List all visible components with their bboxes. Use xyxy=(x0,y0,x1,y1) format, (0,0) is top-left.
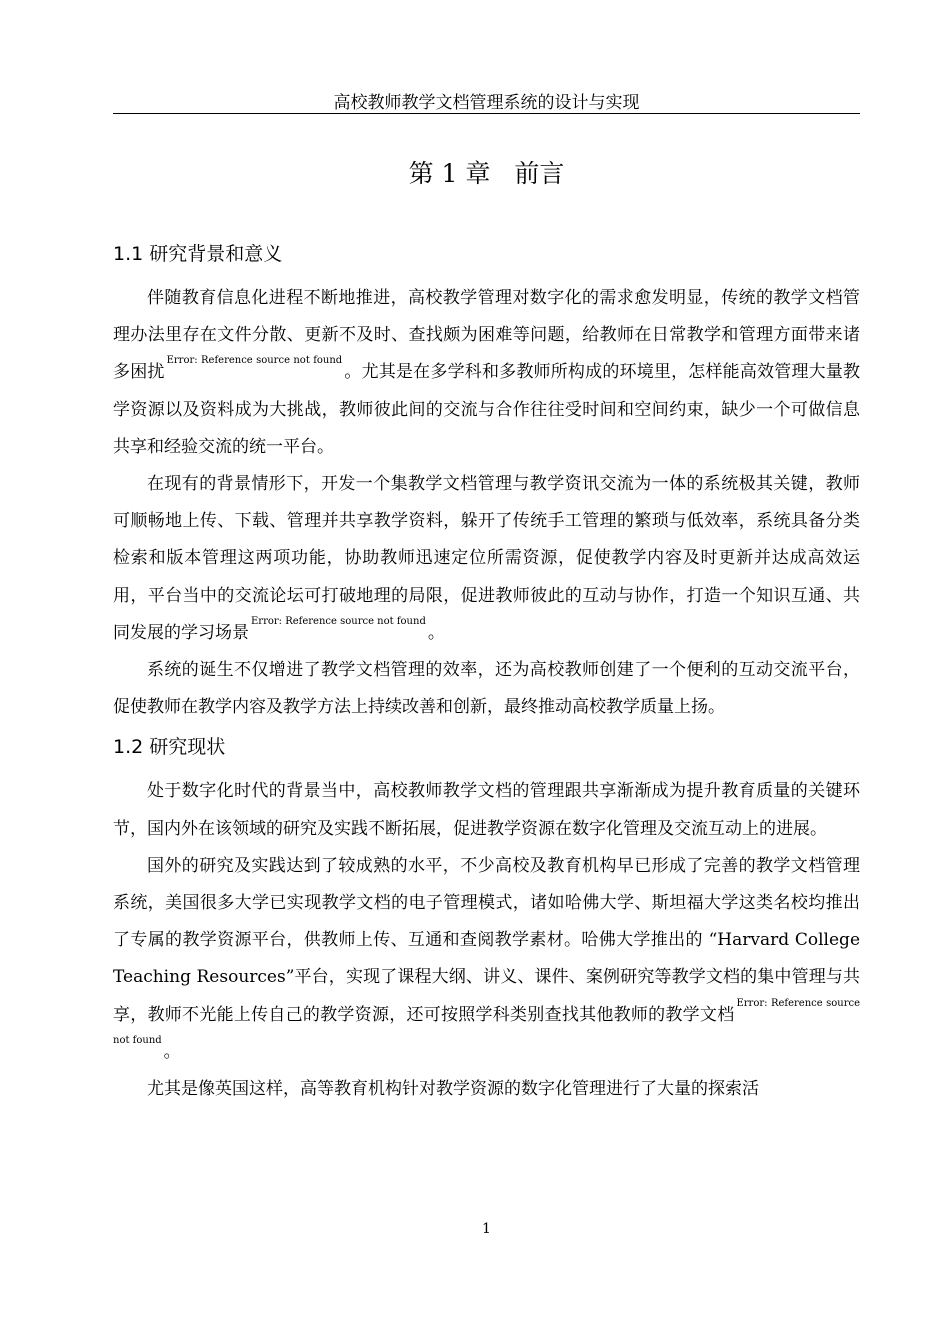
paragraph xyxy=(113,848,860,1071)
page-number: 1 xyxy=(482,1221,491,1237)
paragraph-text-continued: 。 xyxy=(163,1041,181,1062)
paragraph xyxy=(113,652,860,726)
running-header: 高校教师教学文档管理系统的设计与实现 xyxy=(333,93,640,113)
body-content xyxy=(113,236,860,1108)
paragraph-text-continued: 。 xyxy=(427,622,445,643)
paragraph xyxy=(113,1071,860,1108)
chapter-title xyxy=(113,156,860,192)
paragraph-text-continued: 。尤其是在多学科和多教师所构成的环境里，怎样能高效管理大量教学资源以及资料成为大挑战，教师彼此间的交流与合作往往受时间和空间约束，缺少一个可做信息共享和经验交流的统一平台。 xyxy=(113,362,861,457)
paragraph-text: 在现有的背景情形下，开发一个集教学文档管理与教学资讯交流为一体的系统极其关键，教师可顺畅地上传、下载、管理并共享教学资料，躲开了传统手工管理的繁琐与低效率，系统具备分类检索和版本管理这两项功能，协助教师迅速定位所需资源，促使教学内容及时更新并达成高效运用，平台当中的交流论坛可打破地理的局限，促进教师彼此的互动与协作，打造一个知识互通、共同发展的学习场景 xyxy=(113,474,860,643)
paragraph-text: 尤其是像英国这样，高等教育机构针对教学资源的数字化管理进行了大量的探索活 xyxy=(147,1079,759,1100)
paragraph-text: 国外的研究及实践达到了较成熟的水平，不少高校及教育机构早已形成了完善的教学文档管理系统，美国很多大学已实现教学文档的电子管理模式，诸如哈佛大学、斯坦福大学这类名校均推出了专属的教学资源平台，供教师上传、互通和查阅教学素材。哈佛大学推出的 “Harvard College Teaching Resources”平台，实现了课程大纲、讲义、课件、案例研究等教学文档的集中管理与共享，教师不光能上传自己的教学资源，还可按照学科类别查找其他教师的教学文档 xyxy=(113,855,860,1025)
chapter-number: 第 1 章 xyxy=(408,159,491,188)
reference-marker: Error: Reference source not found xyxy=(166,355,343,367)
reference-marker: Error: Reference source not found xyxy=(251,615,426,627)
reference-marker: Error: Reference source not found xyxy=(113,997,860,1046)
header-rule xyxy=(113,113,860,114)
paragraph-text: 伴随教育信息化进程不断地推进，高校教学管理对数字化的需求愈发明显，传统的教学文档管理办法里存在文件分散、更新不及时、查找颇为困难等问题，给教师在日常教学和管理方面带来诸多困扰 xyxy=(113,288,860,383)
section-heading-1-2: 1.2 研究现状 xyxy=(113,736,226,759)
paragraph xyxy=(113,466,860,652)
paragraph xyxy=(113,773,860,847)
paragraph-text: 处于数字化时代的背景当中，高校教师教学文档的管理跟共享渐渐成为提升教育质量的关键环节，国内外在该领域的研究及实践不断拓展，促进教学资源在数字化管理及交流互动上的进展。 xyxy=(113,781,860,839)
paragraph xyxy=(113,280,860,466)
section-heading-1-1: 1.1 研究背景和意义 xyxy=(113,243,283,265)
chapter-name: 前言 xyxy=(514,159,565,188)
paragraph-text: 系统的诞生不仅增进了教学文档管理的效率，还为高校教师创建了一个便利的互动交流平台，促使教师在教学内容及教学方法上持续改善和创新，最终推动高校教学质量上扬。 xyxy=(113,660,860,718)
